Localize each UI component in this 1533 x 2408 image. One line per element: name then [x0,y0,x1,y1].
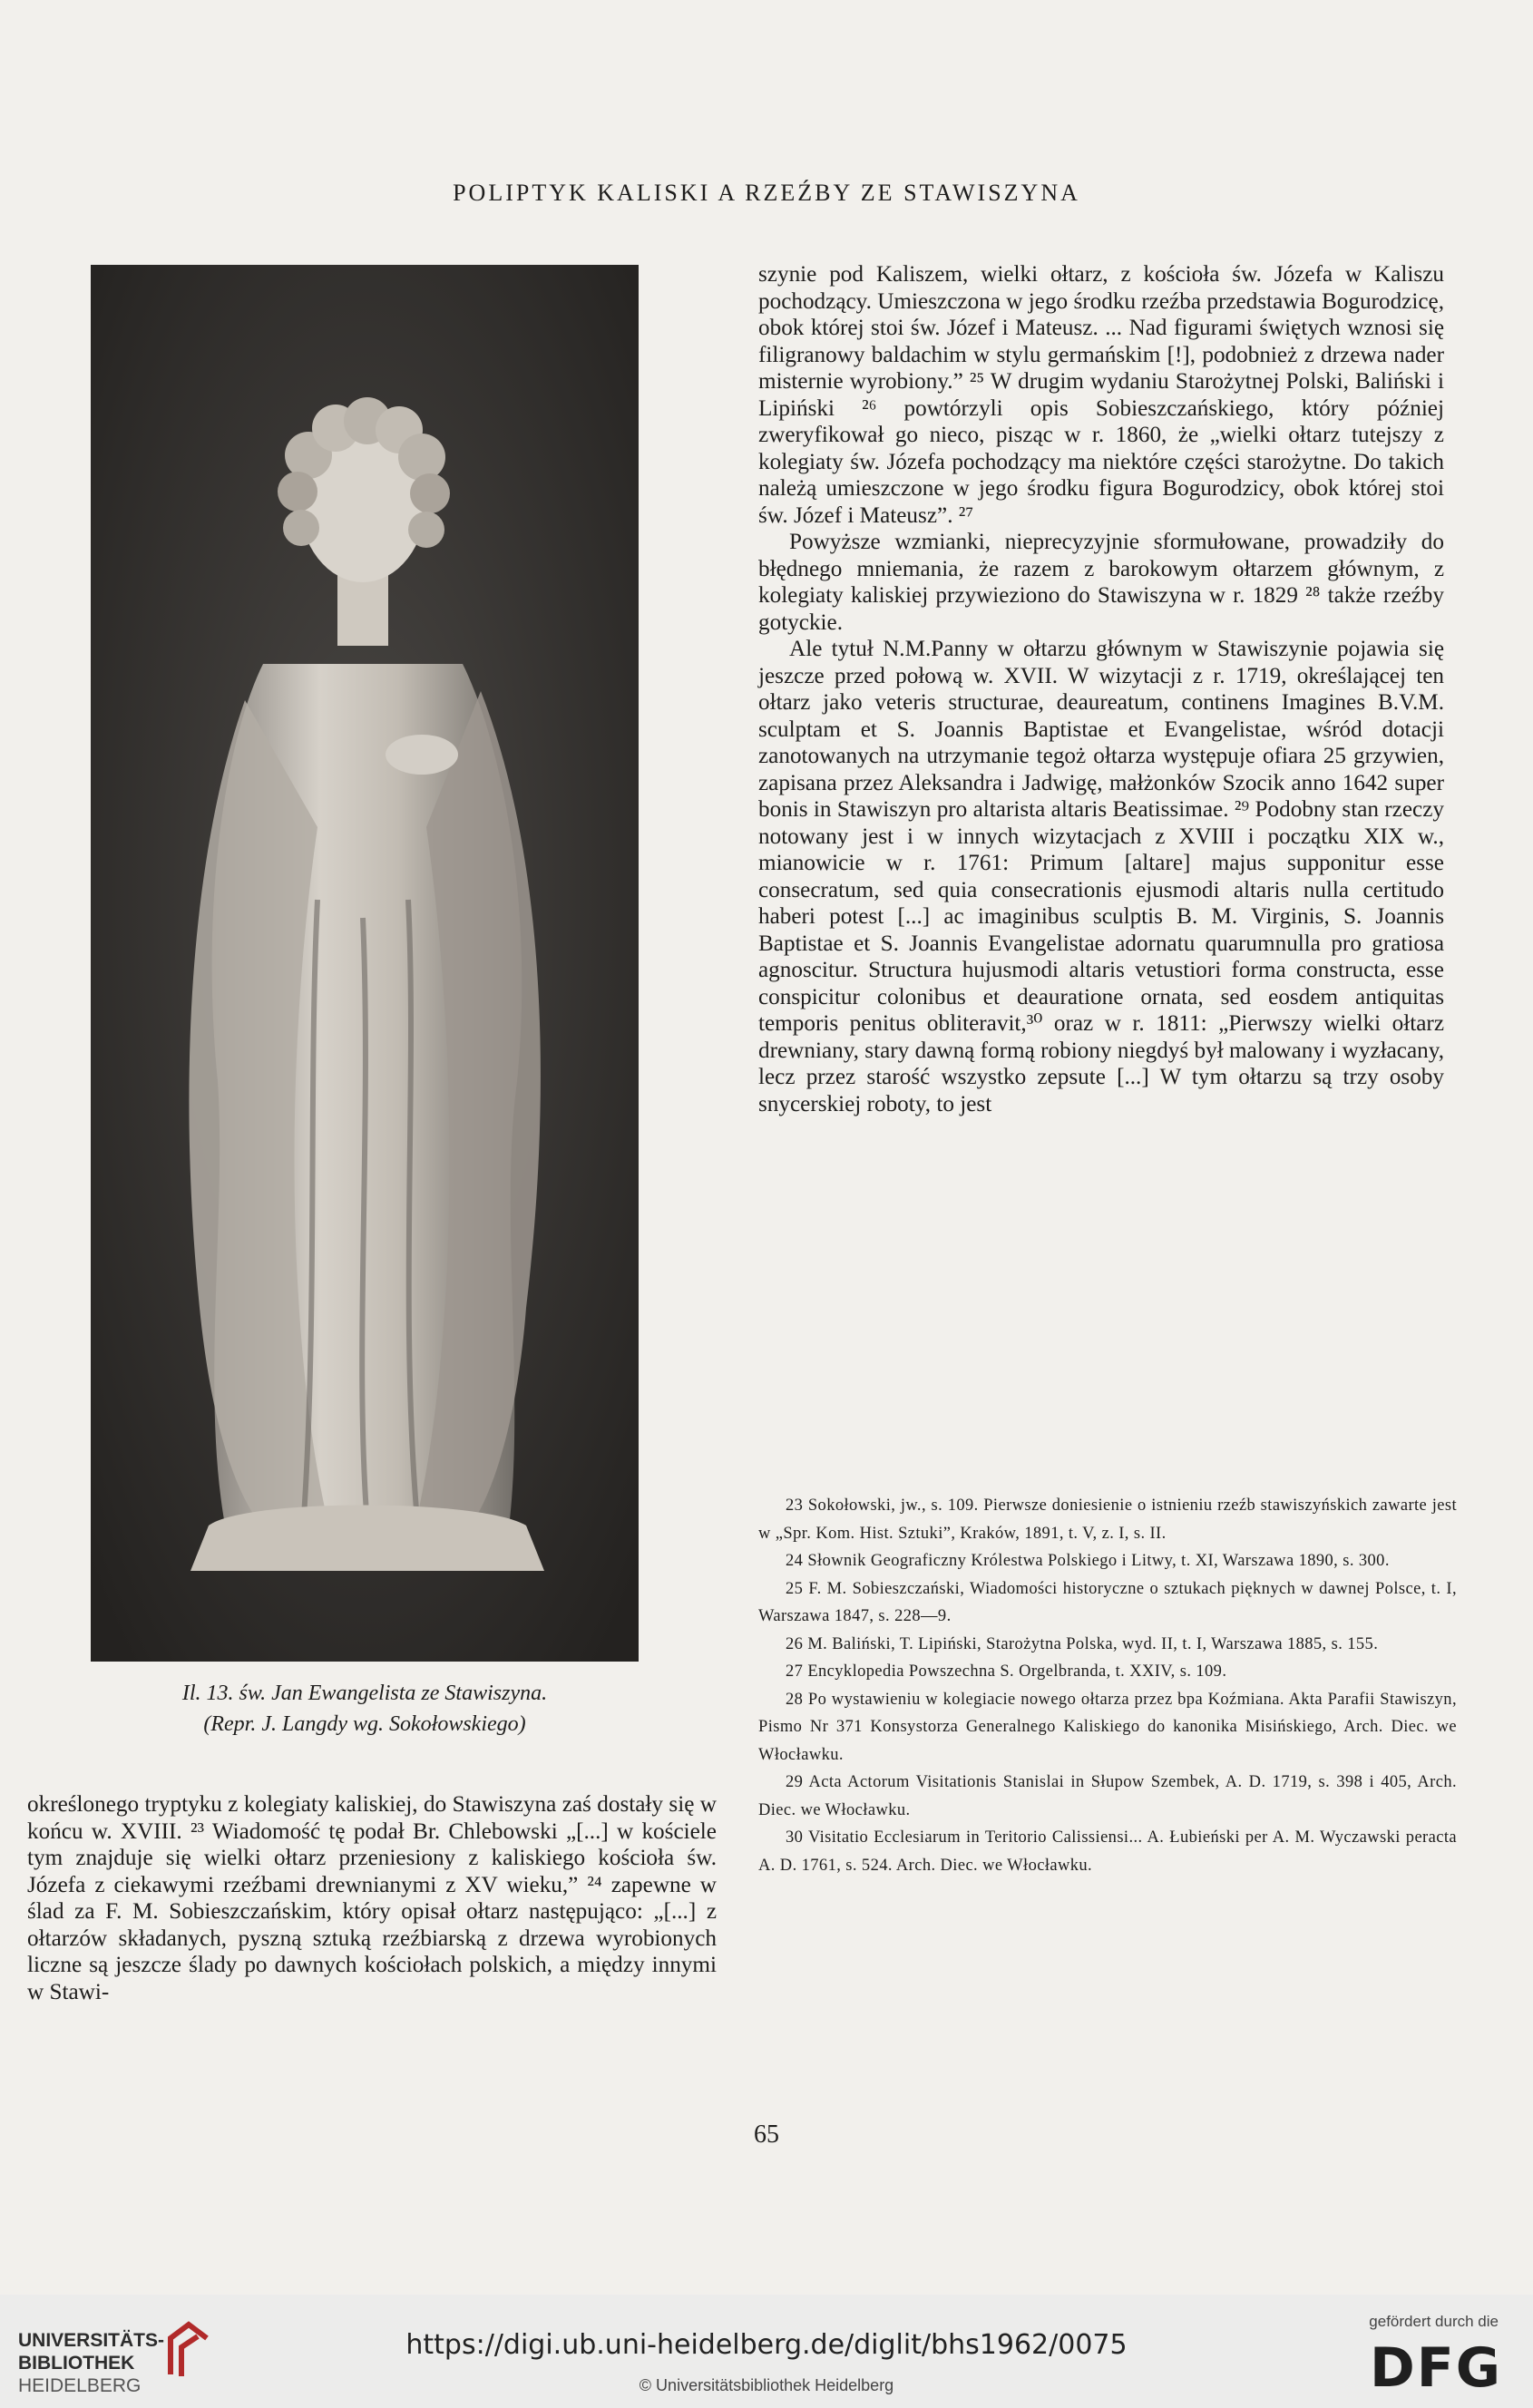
footnote: 23 Sokołowski, jw., s. 109. Pierwsze doniesienie o istnieniu rzeźb stawiszyńskich zawarte jest w „Spr. Kom. Hist. Sztuki”, Kraków, 1891, t. V, z. I, s. II. [758,1496,1457,1543]
institution-line: UNIVERSITÄTS- [18,2330,165,2351]
right-text-column [758,261,1444,1117]
paragraph: Powyższe wzmianki, nieprecyzyjnie sformułowane, prowadziły do błędnego mniemania, że razem z barokowym ołtarzem głównym, z kolegiaty kaliskiej przywieziono do Stawiszyna w r. 1829 ²⁸ także rzeźby gotyckie. [758,530,1444,635]
footnote: 28 Po wystawieniu w kolegiacie nowego ołtarza przez bpa Koźmiana. Akta Parafii Stawiszyn, Pismo Nr 371 Konsystorza Generalnego Kaliskiego do kanonika Misińskiego, Arch. Diec. we Włocławku. [758,1690,1457,1764]
footnote: 27 Encyklopedia Powszechna S. Orgelbranda, t. XXIV, s. 109. [786,1662,1227,1681]
footnote: 29 Acta Actorum Visitationis Stanislai in Słupow Szembek, A. D. 1719, s. 398 i 405, Arch. Diec. we Włocławku. [758,1773,1457,1819]
figure-caption-line2: (Repr. J. Langdy wg. Sokołowskiego) [203,1712,526,1736]
paragraph: szynie pod Kaliszem, wielki ołtarz, z kościoła św. Józefa w Kaliszu pochodzący. Umieszczona w jego środku rzeźba przedstawia Bogurodzicę, obok której stoi św. Józef i Mateusz. ... Nad figurami świętych wznosi się filigranowy baldachim w stylu germańskim [!], podobnież z drzewa nader misternie wyrobiony.” ²⁵ W drugim wydaniu Starożytnej Polski, Baliński i Lipiński ²⁶ powtórzyli opis Sobieszczańskiego, który później zweryfikował go nieco, pisząc w r. 1860, że „wielki ołtarz tutejszy z kolegiaty św. Józefa pochodzący ma niektóre części starożytne. Do takich należą umieszczone w jego środku figura Bogurodzicy, obok której stoi św. Józef i Mateusz”. ²⁷ [758,262,1444,528]
page-number: 65 [754,2120,779,2149]
figure-caption [83,1678,646,1740]
statue-photograph [91,265,639,1662]
viewer-footer [0,2295,1533,2408]
footnote: 26 M. Baliński, T. Lipiński, Starożytna Polska, wyd. II, t. I, Warszawa 1885, s. 155. [786,1634,1379,1653]
figure-caption-line1: Il. 13. św. Jan Ewangelista ze Stawiszyna. [181,1682,548,1705]
footnotes [758,1492,1457,1879]
funding-label: gefördert durch die [1369,2313,1499,2330]
footnote: 25 F. M. Sobieszczański, Wiadomości historyczne o sztukach pięknych w dawnej Polsce, t. I, Warszawa 1847, s. 228—9. [758,1579,1457,1625]
left-text-column [27,1791,717,2005]
paragraph: określonego tryptyku z kolegiaty kaliskiej, do Stawiszyna zaś dostały się w końcu w. XVIII. ²³ Wiadomość tę podał Br. Chlebowski „[...] w kościele tym znajduje się wielki ołtarz przeniesiony z kaliskiego kościoła św. Józefa z ciekawymi rzeźbami drewnianymi z XV wieku,” ²⁴ zapewne w ślad za F. M. Sobieszczańskim, który opisał ołtarz następująco: „[...] z ołtarzów składanych, pyszną sztuką rzeźbiarską z drzewa wyrobionych liczne są jeszcze ślady po dawnych kościołach polskich, a między innymi w Stawi- [27,1792,717,2004]
running-header: POLIPTYK KALISKI A RZEŹBY ZE STAWISZYNA [453,180,1080,206]
document-url-link[interactable]: https://digi.ub.uni-heidelberg.de/diglit/bhs1962/0075 [405,2329,1128,2361]
statue-image [91,265,639,1662]
dfg-logo: DFG [1369,2336,1502,2400]
copyright-notice: © Universitätsbibliothek Heidelberg [639,2376,894,2394]
institution-line: BIBLIOTHEK [18,2353,135,2374]
institution-line: HEIDELBERG [18,2375,142,2396]
footnote: 30 Visitatio Ecclesiarum in Teritorio Calissiensi... A. Łubieński per A. M. Wyczawski peracta A. D. 1761, s. 524. Arch. Diec. we Włocławku. [758,1828,1457,1875]
footnote: 24 Słownik Geograficzny Królestwa Polskiego i Litwy, t. XI, Warszawa 1890, s. 300. [786,1552,1390,1570]
paragraph: Ale tytuł N.M.Panny w ołtarzu głównym w Stawiszynie pojawia się jeszcze przed połową w. XVII. W wizytacji z r. 1719, określającej ten ołtarz jako veteris structurae, deaureatum, continens Imagines B.V.M. sculptam et S. Joannis Baptistae et Evangelistae, wśród dotacji zanotowanych na utrzymanie tegoż ołtarza występuje ofiara 25 grzywien, zapisana przez Aleksandra i Jadwigę, małżonków Szocik anno 1642 super bonis in Stawiszyn pro altarista altaris Beatissimae. ²⁹ Podobny stan rzeczy notowany jest i w innych wizytacjach z XVIII i początku XIX w., mianowicie w r. 1761: Primum [altare] majus supponitur esse consecratum, sed quia consecrationis ejusmodi altaris nulla certitudo haberi potest [...] ac imaginibus sculptis B. M. Virginis, S. Joannis Baptistae et S. Joannis Evangelistae adornatu quarumnulla pro gratiosa agnoscitur. Structura hujusmodi altaris vetustiori forma constructa, esse conspicitur colonibus et deauratione ornata, sed eosdem antiquitas temporis penitus obliteravit,³⁰ oraz w r. 1811: „Pierwszy wielki ołtarz drewniany, stary dawną formą robiony niegdyś był malowany i wyzłacany, lecz przez starość wszystko zepsute [...] W tym ołtarzu są trzy osoby snycerskiej roboty, to jest [758,637,1444,1116]
